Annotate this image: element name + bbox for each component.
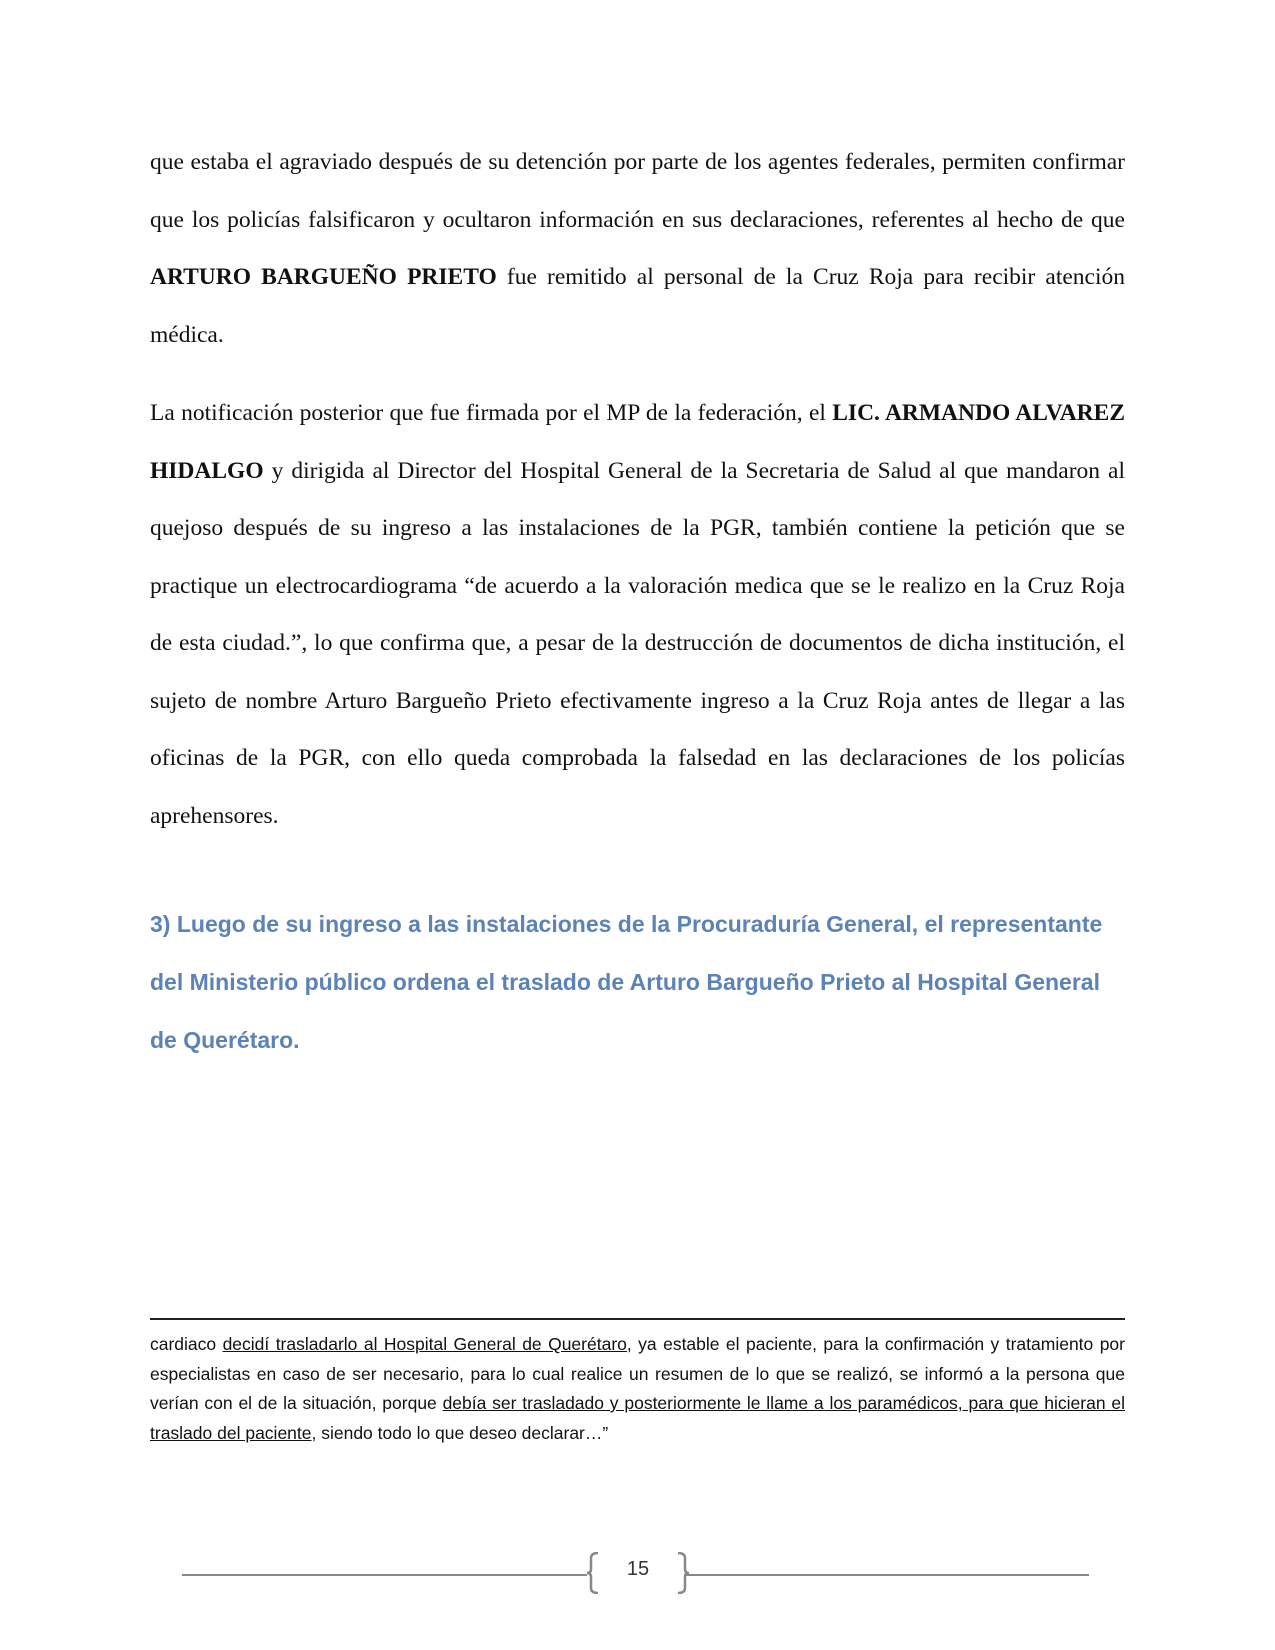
footnote-underlined-2: debía ser trasladado y posteriormente le llame a los paramédicos, para que hicieran el traslado del paciente <box>150 1393 1125 1443</box>
footer-rule-left <box>182 1574 587 1576</box>
paragraph-2-text-1: La notificación posterior que fue firmada por el MP de la federación, el <box>150 400 833 426</box>
footnote <box>150 1330 1125 1448</box>
page-number: 15 <box>626 1558 650 1580</box>
footer-rule-right <box>684 1574 1089 1576</box>
footnote-underlined-1: decidí trasladarlo al Hospital General de Querétaro <box>222 1334 627 1354</box>
paragraph-2-text-2: y dirigida al Director del Hospital General de la Secretaria de Salud al que mandaron al quejoso después de su ingreso a las instalaciones de la PGR, también contiene la petición que se practique un electrocardiograma “de acuerdo a la valoración medica que se le realizo en la Cruz Roja de esta ciudad.”, lo que confirma que, a pesar de la destrucción de documentos de dicha institución, el sujeto de nombre Arturo Bargueño Prieto efectivamente ingreso a la Cruz Roja antes de llegar a las oficinas de la PGR, con ello queda comprobada la falsedad en las declaraciones de los policías aprehensores. <box>150 457 1125 829</box>
paragraph-1-text-2: fue remitido al personal de la Cruz Roja para recibir atención médica. <box>150 264 1125 348</box>
paragraph-1-bold-name: ARTURO BARGUEÑO PRIETO <box>150 264 497 290</box>
paragraph-2-bold-name: LIC. ARMANDO ALVAREZ HIDALGO <box>150 400 1125 484</box>
footnote-text-1: cardiaco <box>150 1334 223 1354</box>
body-paragraph-2 <box>150 385 1125 845</box>
right-bracket-icon <box>676 1552 690 1594</box>
page-footer <box>0 1550 1275 1600</box>
section-heading: 3) Luego de su ingreso a las instalaciones de la Procuraduría General, el representante del Ministerio público ordena el traslado de Arturo Bargueño Prieto al Hospital General de Querétaro. <box>150 911 1103 1053</box>
footnote-text-2: , ya estable el paciente, para la confirmación y tratamiento por especialistas en caso de ser necesario, para lo cual realice un resumen de lo que se realizó, se informó a la persona que verían con el de la situación, porque <box>150 1334 1125 1413</box>
footnote-text-3: , siendo todo lo que deseo declarar…” <box>311 1422 609 1443</box>
left-bracket-icon <box>586 1552 600 1594</box>
body-paragraph-1 <box>150 134 1125 364</box>
paragraph-1-text-1: que estaba el agraviado después de su detención por parte de los agentes federales, permiten confirmar que los policías falsificaron y ocultaron información en sus declaraciones, referentes al hecho de que <box>150 149 1125 233</box>
footnote-separator <box>150 1318 1125 1320</box>
